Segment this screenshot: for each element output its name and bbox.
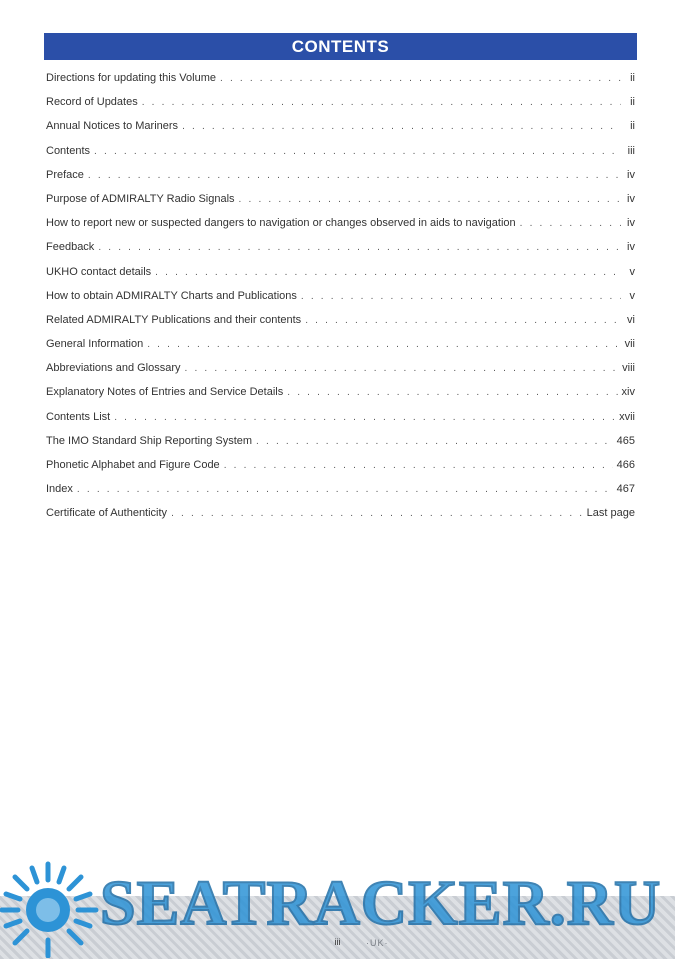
toc-entry-title: Related ADMIRALTY Publications and their contents	[46, 313, 302, 326]
toc-leader-dots	[256, 436, 613, 447]
toc-entry[interactable]	[46, 193, 635, 217]
table-of-contents	[46, 72, 635, 532]
toc-entry[interactable]	[46, 459, 635, 483]
toc-leader-dots	[305, 315, 621, 326]
page-number: iii	[334, 937, 341, 947]
toc-entry-page: viii	[622, 362, 635, 375]
toc-entry-title: Preface	[46, 168, 84, 181]
page-title: CONTENTS	[291, 36, 390, 56]
footer-band-text: ·UK·	[366, 938, 389, 948]
toc-entry[interactable]	[46, 290, 635, 314]
toc-entry-title: Abbreviations and Glossary	[46, 362, 181, 375]
toc-leader-dots	[224, 460, 613, 471]
toc-entry[interactable]	[46, 435, 635, 459]
toc-entry-title: Annual Notices to Mariners	[46, 120, 179, 133]
toc-entry[interactable]	[46, 314, 635, 338]
toc-entry[interactable]	[46, 241, 635, 265]
toc-leader-dots	[77, 484, 613, 495]
toc-leader-dots	[94, 146, 621, 157]
toc-entry-title: Record of Updates	[46, 96, 138, 109]
toc-leader-dots	[185, 363, 619, 374]
toc-leader-dots	[114, 412, 615, 423]
toc-entry-title: UKHO contact details	[46, 265, 152, 278]
toc-entry-page: iii	[627, 144, 635, 157]
toc-entry[interactable]	[46, 217, 635, 241]
toc-entry[interactable]	[46, 169, 635, 193]
toc-leader-dots	[220, 73, 621, 84]
toc-leader-dots	[520, 218, 621, 229]
toc-leader-dots	[142, 97, 621, 108]
toc-entry-title: Contents	[46, 144, 91, 157]
toc-entry[interactable]	[46, 120, 635, 144]
toc-entry-title: General Information	[46, 338, 144, 351]
toc-entry-page: iv	[627, 168, 635, 181]
toc-entry[interactable]	[46, 96, 635, 120]
toc-entry[interactable]	[46, 72, 635, 96]
toc-entry-title: The IMO Standard Ship Reporting System	[46, 434, 253, 447]
toc-entry-title: Phonetic Alphabet and Figure Code	[46, 459, 220, 471]
toc-entry-page: iv	[627, 241, 635, 254]
toc-entry-page: vi	[627, 313, 635, 326]
toc-entry-title: Purpose of ADMIRALTY Radio Signals	[46, 192, 235, 205]
toc-entry[interactable]	[46, 145, 635, 169]
toc-entry-title: How to report new or suspected dangers to navigation or changes observed in aids to navigation	[46, 217, 516, 230]
toc-leader-dots	[171, 508, 583, 519]
toc-leader-dots	[155, 267, 621, 278]
toc-leader-dots	[239, 194, 621, 205]
toc-entry-page: v	[629, 289, 635, 302]
toc-entry[interactable]	[46, 411, 635, 435]
toc-leader-dots	[88, 170, 621, 181]
toc-entry-page: 466	[616, 459, 635, 471]
toc-entry-title: Certificate of Authenticity	[46, 507, 168, 520]
toc-entry-page: iv	[627, 217, 635, 230]
toc-entry[interactable]	[46, 338, 635, 362]
toc-entry[interactable]	[46, 507, 635, 531]
toc-entry[interactable]	[46, 483, 635, 507]
toc-entry-title: Directions for updating this Volume	[46, 72, 216, 84]
toc-entry-page: 465	[616, 434, 635, 447]
contents-header	[44, 33, 637, 60]
toc-entry-page: ii	[630, 96, 635, 109]
toc-entry[interactable]	[46, 386, 635, 410]
toc-leader-dots	[182, 121, 621, 132]
toc-leader-dots	[287, 387, 617, 398]
toc-leader-dots	[147, 339, 620, 350]
toc-entry-page: vii	[624, 338, 635, 351]
toc-entry-title: Contents List	[46, 410, 111, 423]
toc-entry[interactable]	[46, 362, 635, 386]
toc-entry-title: Index	[46, 483, 73, 496]
toc-entry-page: v	[629, 265, 635, 278]
toc-entry[interactable]	[46, 266, 635, 290]
toc-entry-title: How to obtain ADMIRALTY Charts and Publications	[46, 289, 297, 302]
toc-entry-page: ii	[630, 72, 635, 84]
toc-entry-page: xiv	[621, 386, 635, 399]
toc-entry-page: xvii	[619, 410, 635, 423]
toc-entry-page: ii	[630, 120, 635, 133]
toc-entry-page: iv	[627, 192, 635, 205]
toc-entry-title: Explanatory Notes of Entries and Service Details	[46, 386, 284, 399]
toc-entry-page: Last page	[586, 507, 635, 520]
toc-leader-dots	[301, 291, 621, 302]
toc-entry-page: 467	[616, 483, 635, 496]
watermark-text: SEATRACKER.RU	[100, 867, 662, 938]
toc-leader-dots	[98, 242, 621, 253]
toc-entry-title: Feedback	[46, 241, 95, 254]
